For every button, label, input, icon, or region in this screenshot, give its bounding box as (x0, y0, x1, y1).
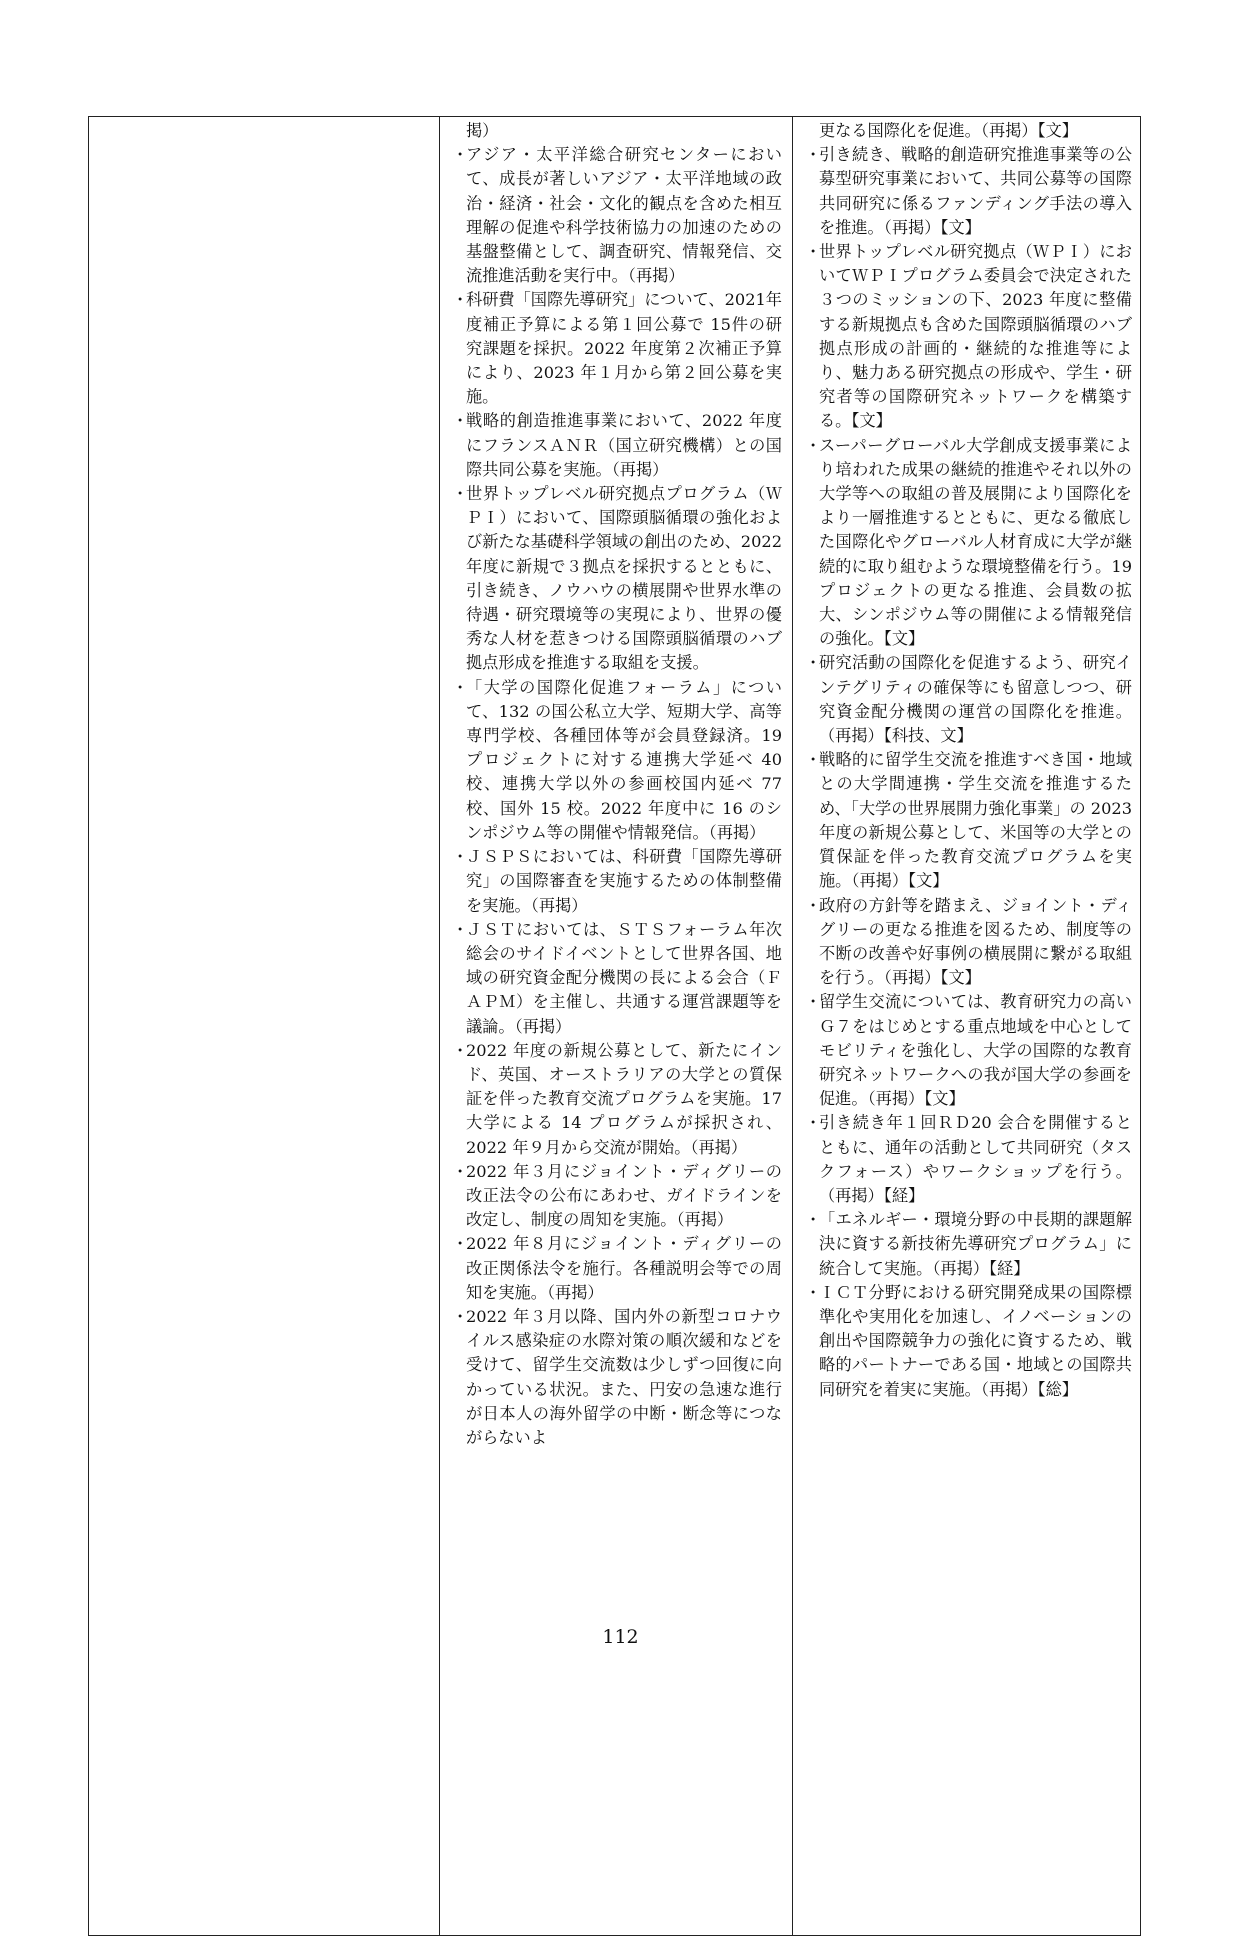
list-item (452, 1232, 782, 1305)
list-item-text: 留学生交流については、教育研究力の高いＧ７をはじめとする重点地域を中心としてモビリティを強化し、大学の国際的な教育研究ネットワークへの我が国大学の参画を促進。（再掲）【文】 (819, 992, 1132, 1109)
list-item-text: 戦略的に留学生交流を推進すべき国・地域との大学間連携・学生交流を推進するため、「大学の世界展開力強化事業」の 2023 年度の新規公募として、米国等の大学との質保証を伴った教育交流プログラムを実施。（再掲）【文】 (819, 750, 1132, 891)
right-item-list (805, 143, 1132, 1402)
list-item-text: 科研費「国際先導研究」について、2021年度補正予算による第１回公募で 15件の研究課題を採択。2022 年度第２次補正予算により、2023 年１月から第２回公募を実施。 (466, 290, 782, 407)
bullet-marker: ・ (805, 653, 822, 673)
bullet-marker: ・ (452, 484, 469, 504)
bullet-marker: ・ (805, 1210, 822, 1230)
bullet-marker: ・ (452, 919, 469, 939)
bullet-marker: ・ (805, 1113, 822, 1133)
list-item-text: ＪＳＴにおいては、ＳＴＳフォーラム年次総会のサイドイベントとして世界各国、地域の研究資金配分機関の長による会合（ＦＡＰＭ）を主催し、共通する運営課題等を議論。（再掲） (466, 919, 782, 1036)
bullet-marker: ・ (452, 847, 469, 867)
list-item (452, 143, 782, 288)
middle-item-list (452, 143, 782, 1450)
list-item (805, 1208, 1132, 1281)
content-table (88, 116, 1141, 1936)
bullet-marker: ・ (452, 145, 469, 165)
list-item (452, 918, 782, 1039)
list-item (805, 990, 1132, 1111)
bullet-marker: ・ (452, 290, 469, 310)
list-item (805, 1281, 1132, 1402)
bullet-marker: ・ (805, 242, 822, 262)
list-item-text: ＪＳＰＳにおいては、科研費「国際先導研究」の国際審査を実施するための体制整備を実施。（再掲） (466, 847, 782, 915)
bullet-marker: ・ (805, 145, 822, 165)
list-item-text: 引き続き年１回ＲＤ20 会合を開催するとともに、通年の活動として共同研究（タスクフォース）やワークショップを行う。（再掲）【経】 (819, 1113, 1132, 1205)
page-number: 112 (602, 1626, 639, 1648)
right-column-content (805, 119, 1132, 1402)
list-item-text: 2022 年３月以降、国内外の新型コロナウイルス感染症の水際対策の順次緩和などを受けて、留学生交流数は少しずつ回復に向かっている状況。また、円安の急速な進行が日本人の海外留学の中断・断念等につながらないよ (466, 1306, 782, 1447)
list-item-text: 戦略的創造推進事業において、2022 年度にフランスＡＮＲ（国立研究機構）との国際共同公募を実施。（再掲） (466, 411, 782, 479)
bullet-marker: ・ (805, 992, 822, 1012)
list-item (805, 143, 1132, 240)
bullet-marker: ・ (805, 895, 822, 915)
bullet-marker: ・ (452, 1306, 469, 1326)
list-item (452, 288, 782, 409)
list-item (805, 894, 1132, 991)
continuation-text: 更なる国際化を促進。（再掲）【文】 (819, 121, 1078, 140)
list-item-text: 2022 年度の新規公募として、新たにインド、英国、オーストラリアの大学との質保証を伴った教育交流プログラムを実施。17 大学による 14 プログラムが採択され、2022 年９月から交流が開始。（再掲） (466, 1040, 782, 1157)
list-item-text: 世界トップレベル研究拠点（ＷＰＩ）においてＷＰＩプログラム委員会で決定された３つのミッションの下、2023 年度に整備する新規拠点も含めた国際頭脳循環のハブ拠点形成の計画的・継続的な推進等により、魅力ある研究拠点の形成や、学生・研究者等の国際研究ネットワークを構築する。【文】 (819, 242, 1132, 431)
list-item-text: 引き続き、戦略的創造研究推進事業等の公募型研究事業において、共同公募等の国際共同研究に係るファンディング手法の導入を推進。（再掲）【文】 (819, 145, 1132, 237)
list-item (805, 240, 1132, 434)
list-item (805, 748, 1132, 893)
list-item (805, 434, 1132, 652)
list-item-text: 2022 年８月にジョイント・ディグリーの改正関係法令を施行。各種説明会等での周知を実施。（再掲） (466, 1234, 782, 1302)
left-column (89, 117, 440, 1935)
bullet-marker: ・ (452, 1040, 469, 1060)
bullet-marker: ・ (452, 1161, 469, 1181)
continuation-text: 掲） (466, 121, 499, 140)
bullet-marker: ・ (805, 435, 822, 455)
list-item (452, 676, 782, 845)
right-column (793, 117, 1142, 1935)
middle-column-content (452, 119, 782, 1450)
bullet-marker: ・ (452, 1234, 469, 1254)
list-item (805, 1111, 1132, 1208)
list-item-text: 「エネルギー・環境分野の中長期的課題解決に資する新技術先導研究プログラム」に統合して実施。（再掲）【経】 (819, 1210, 1132, 1278)
bullet-marker: ・ (805, 1282, 822, 1302)
list-item-text: 「大学の国際化促進フォーラム」について、132 の国公私立大学、短期大学、高等専門学校、各種団体等が会員登録済。19 プロジェクトに対する連携大学延べ 40 校、連携大学以外の参画校国内延べ 77 校、国外 15 校。2022 年度中に 16 のシンポジウム等の開催や情報発信。（再掲） (466, 677, 782, 842)
list-item-text: 世界トップレベル研究拠点プログラム（ＷＰＩ）において、国際頭脳循環の強化および新たな基礎科学領域の創出のため、2022 年度に新規で３拠点を採択するとともに、引き続き、ノウハウの横展開や世界水準の待遇・研究環境等の実現により、世界の優秀な人材を惹きつける国際頭脳循環のハブ拠点形成を推進する取組を支援。 (466, 484, 782, 673)
list-item (452, 1305, 782, 1450)
list-item (452, 482, 782, 676)
list-item (452, 409, 782, 482)
list-item (805, 651, 1132, 748)
list-item-text: 政府の方針等を踏まえ、ジョイント・ディグリーの更なる推進を図るため、制度等の不断の改善や好事例の横展開に繋がる取組を行う。（再掲）【文】 (819, 895, 1132, 988)
list-item-text: 研究活動の国際化を促進するよう、研究インテグリティの確保等にも留意しつつ、研究資金配分機関の運営の国際化を推進。（再掲）【科技、文】 (819, 653, 1132, 746)
bullet-marker: ・ (452, 677, 469, 697)
list-item (452, 1039, 782, 1160)
list-item-text: スーパーグローバル大学創成支援事業により培われた成果の継続的推進やそれ以外の大学等への取組の普及展開により国際化をより一層推進するとともに、更なる徹底した国際化やグローバル人材育成に大学が継続的に取り組むような環境整備を行う。19 プロジェクトの更なる推進、会員数の拡大、シンポジウム等の開催による情報発信の強化。【文】 (819, 435, 1132, 649)
middle-column (440, 117, 793, 1935)
bullet-marker: ・ (805, 750, 822, 770)
bullet-marker: ・ (452, 411, 469, 431)
list-item-text: ＩＣＴ分野における研究開発成果の国際標準化や実用化を加速し、イノベーションの創出や国際競争力の強化に資するため、戦略的パートナーである国・地域との国際共同研究を着実に実施。（再掲）【総】 (819, 1282, 1132, 1399)
list-item (452, 845, 782, 918)
list-item-text: アジア・太平洋総合研究センターにおいて、成長が著しいアジア・太平洋地域の政治・経済・社会・文化的観点を含めた相互理解の促進や科学技術協力の加速のための基盤整備として、調査研究、情報発信、交流推進活動を実行中。（再掲） (466, 145, 782, 286)
list-item-text: 2022 年３月にジョイント・ディグリーの改正法令の公布にあわせ、ガイドラインを改定し、制度の周知を実施。（再掲） (466, 1161, 782, 1230)
list-item (452, 1160, 782, 1233)
